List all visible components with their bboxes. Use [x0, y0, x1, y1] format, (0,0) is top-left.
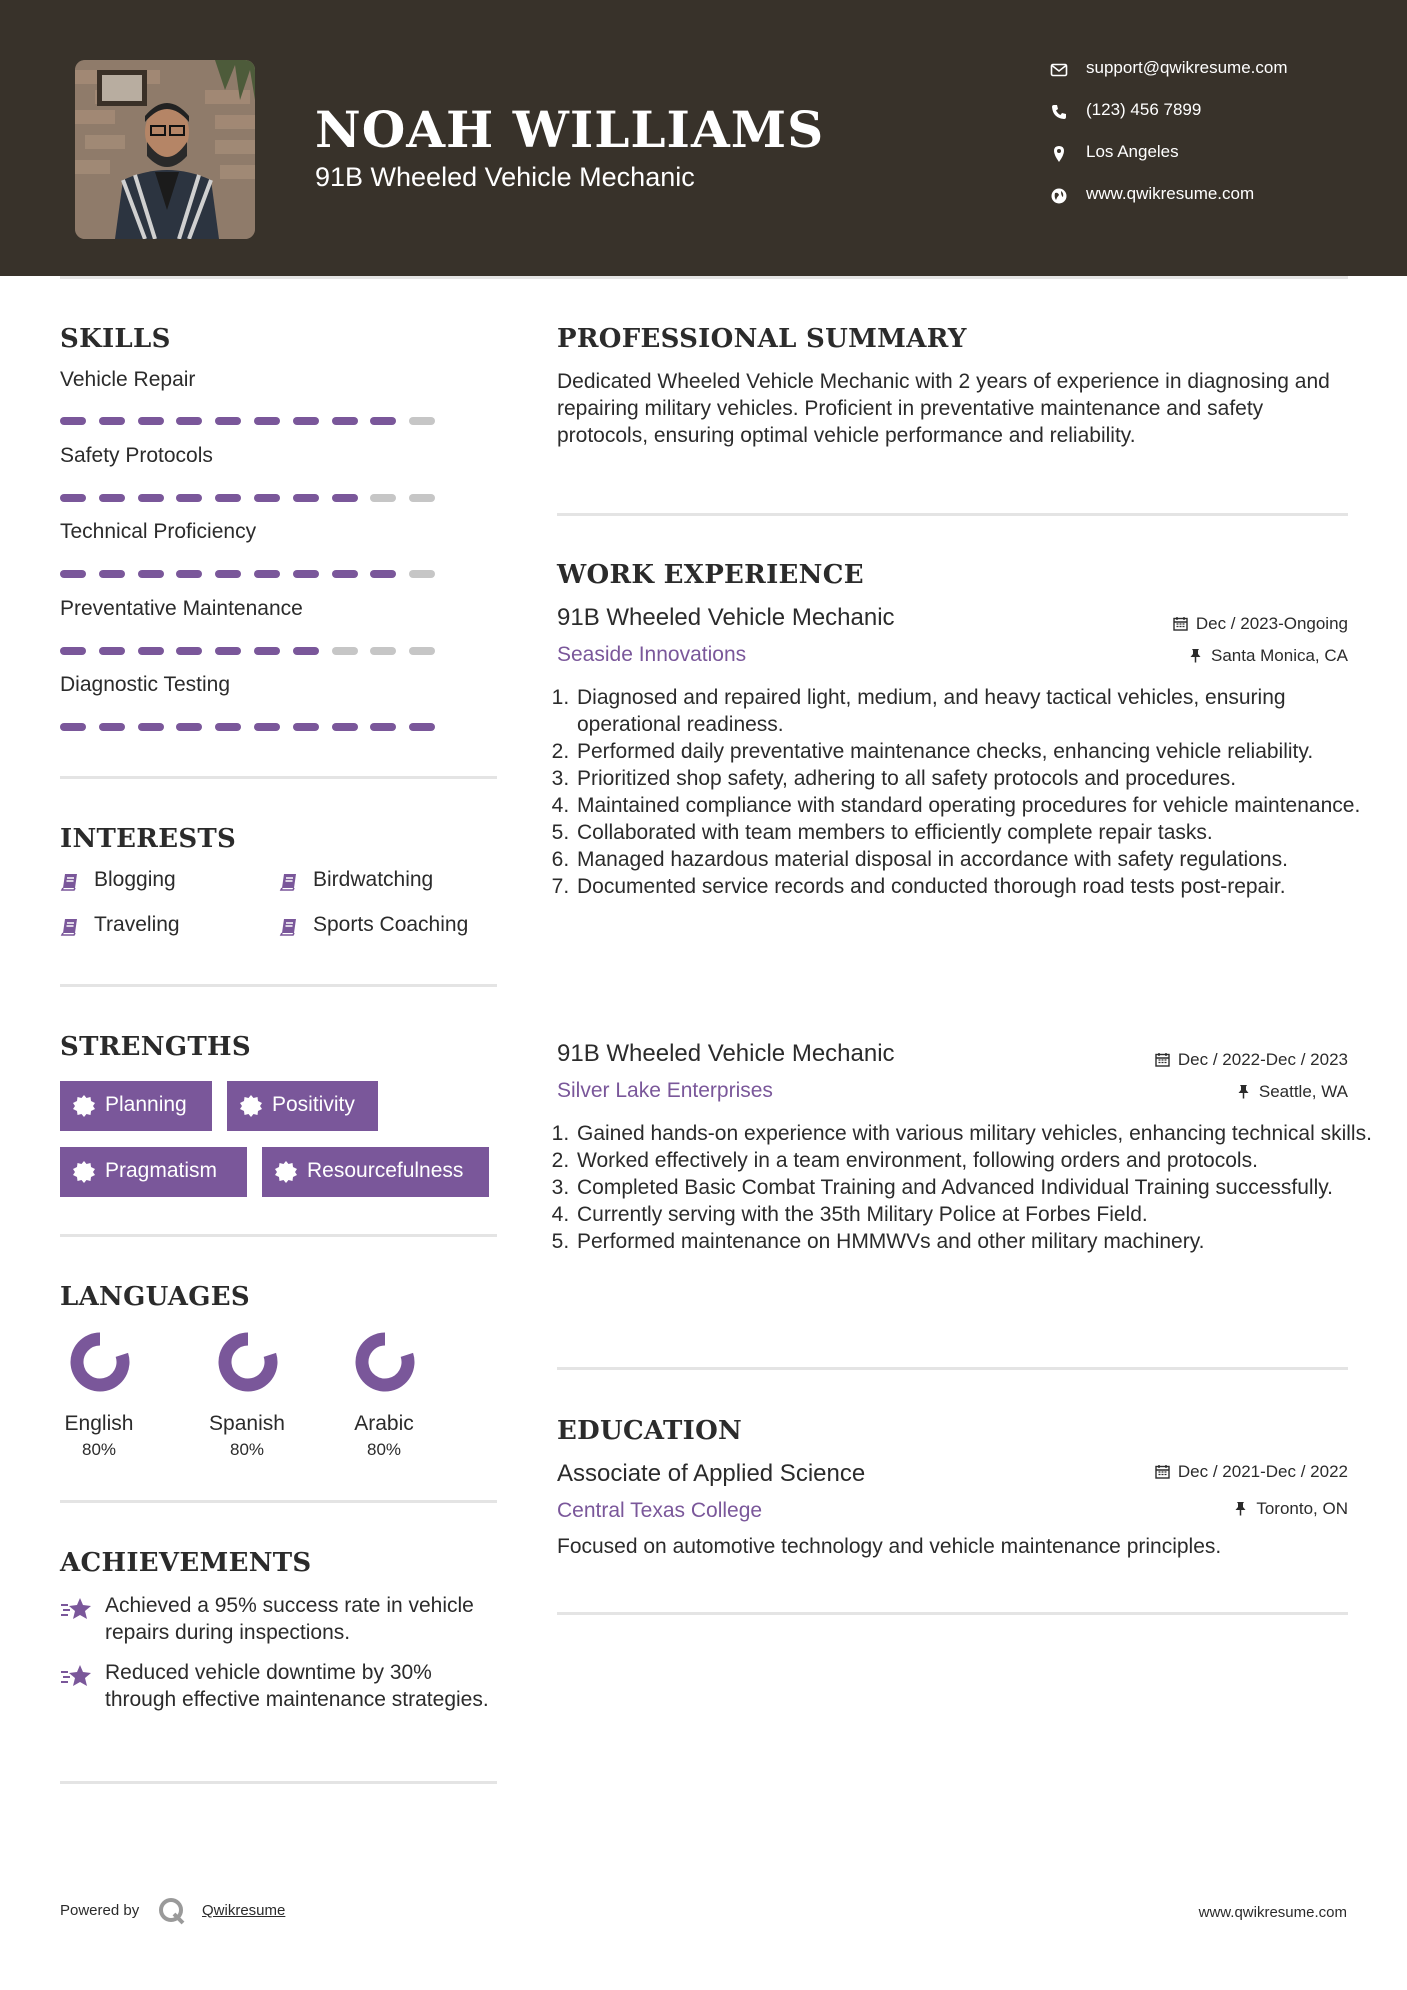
star-icon — [60, 1663, 94, 1689]
strengths-heading: STRENGTHS — [60, 1032, 251, 1062]
skill-level-dash — [293, 417, 319, 425]
contact-location — [1050, 139, 1390, 169]
qwikresume-logo-icon[interactable] — [157, 1896, 187, 1926]
calendar-icon — [1155, 1464, 1170, 1479]
job-bullets — [557, 684, 1375, 900]
contact-email-text: support@qwikresume.com — [1086, 58, 1288, 77]
skill-rating — [60, 723, 460, 731]
experience-heading: WORK EXPERIENCE — [557, 560, 864, 590]
skill-level-dash — [254, 723, 280, 731]
job-dates — [1173, 614, 1348, 634]
footer-website[interactable]: www.qwikresume.com — [1198, 1904, 1347, 1921]
language-name: Arabic — [354, 1412, 414, 1435]
section-divider — [557, 1612, 1348, 1615]
interests-heading: INTERESTS — [60, 824, 237, 854]
interest-label: Blogging — [94, 868, 176, 891]
skill-level-dash — [254, 417, 280, 425]
skill-level-dash — [293, 570, 319, 578]
education-location — [1233, 1499, 1348, 1519]
education-description: Focused on automotive technology and vehicle maintenance principles. — [557, 1535, 1222, 1558]
job-bullet: 1. Gained hands-on experience with various military vehicles, enhancing technical skills. — [575, 1120, 1375, 1147]
language-progress-arc — [77, 1339, 123, 1385]
skill-level-dash — [332, 417, 358, 425]
contact-location-text: Los Angeles — [1086, 142, 1179, 161]
language-item — [192, 1332, 302, 1472]
skill-level-dash — [293, 494, 319, 502]
calendar-icon — [1155, 1052, 1170, 1067]
skill-level-dash — [332, 647, 358, 655]
strength-label: Resourcefulness — [307, 1159, 464, 1182]
skill-level-dash — [409, 570, 435, 578]
language-name: English — [64, 1412, 134, 1435]
skill-level-dash — [332, 494, 358, 502]
job-title: 91B Wheeled Vehicle Mechanic — [557, 604, 895, 631]
job-bullet: 1. Diagnosed and repaired light, medium, and heavy tactical vehicles, ensuring operational readiness. — [575, 684, 1375, 738]
strength-badge — [60, 1081, 212, 1131]
skill-level-dash — [254, 647, 280, 655]
skill-level-dash — [138, 647, 164, 655]
language-progress-arc — [225, 1339, 271, 1385]
job-bullet: 2. Worked effectively in a team environment, following orders and protocols. — [575, 1147, 1375, 1174]
strength-label: Positivity — [272, 1093, 355, 1116]
strength-label: Planning — [105, 1093, 187, 1116]
language-progress-arc — [362, 1339, 408, 1385]
skill-level-dash — [215, 417, 241, 425]
skill-level-dash — [60, 417, 86, 425]
skill-level-dash — [370, 647, 396, 655]
job-bullet: 4. Maintained compliance with standard operating procedures for vehicle maintenance. — [575, 792, 1375, 819]
skill-level-dash — [138, 723, 164, 731]
job-bullets — [557, 1120, 1375, 1255]
job-dates-text: Dec / 2023-Ongoing — [1195, 614, 1348, 633]
skill-level-dash — [176, 494, 202, 502]
pushpin-icon — [1233, 1501, 1248, 1516]
skill-level-dash — [215, 647, 241, 655]
header-divider — [60, 276, 1348, 279]
pushpin-icon — [1188, 648, 1203, 663]
skill-level-dash — [176, 570, 202, 578]
skill-level-dash — [370, 494, 396, 502]
skill-level-dash — [60, 723, 86, 731]
skill-name: Diagnostic Testing — [60, 673, 231, 696]
badge-icon — [72, 1094, 96, 1118]
job-bullet: 5. Collaborated with team members to efficiently complete repair tasks. — [575, 819, 1375, 846]
skill-rating — [60, 494, 460, 502]
powered-by-label: Powered by — [60, 1902, 140, 1919]
interest-label: Traveling — [94, 913, 180, 936]
job-bullet: 6. Managed hazardous material disposal in accordance with safety regulations. — [575, 846, 1375, 873]
section-divider — [60, 984, 497, 987]
job-location-text: Santa Monica, CA — [1210, 646, 1348, 665]
section-divider — [557, 1367, 1348, 1370]
interest-label: Sports Coaching — [313, 913, 469, 936]
section-divider — [557, 513, 1348, 516]
education-heading: EDUCATION — [557, 1416, 743, 1446]
school-name: Central Texas College — [557, 1499, 763, 1522]
job-bullet: 3. Prioritized shop safety, adhering to all safety protocols and procedures. — [575, 765, 1375, 792]
skill-name: Preventative Maintenance — [60, 597, 303, 620]
resume-header — [0, 0, 1407, 276]
education-dates — [1155, 1462, 1348, 1482]
skills-heading: SKILLS — [60, 324, 171, 354]
strength-badge — [60, 1147, 247, 1197]
achievement-text: Reduced vehicle downtime by 30% through effective maintenance strategies. — [105, 1661, 489, 1711]
skill-level-dash — [370, 723, 396, 731]
job-location — [1188, 646, 1348, 666]
book-icon — [279, 917, 299, 937]
globe-icon — [1050, 187, 1068, 205]
envelope-icon — [1050, 61, 1068, 79]
section-divider — [60, 1234, 497, 1237]
company-name: Seaside Innovations — [557, 643, 747, 666]
section-divider — [60, 1781, 497, 1784]
strength-label: Pragmatism — [105, 1159, 218, 1182]
skill-level-dash — [409, 723, 435, 731]
achievements-heading: ACHIEVEMENTS — [60, 1548, 312, 1578]
skill-level-dash — [215, 570, 241, 578]
book-icon — [60, 917, 80, 937]
skill-level-dash — [409, 647, 435, 655]
language-percent: 80% — [366, 1440, 402, 1459]
skill-level-dash — [60, 494, 86, 502]
contact-phone[interactable] — [1050, 97, 1390, 127]
language-progress-ring — [218, 1332, 278, 1392]
skill-name: Vehicle Repair — [60, 368, 196, 391]
strength-badge — [262, 1147, 489, 1197]
skill-level-dash — [332, 723, 358, 731]
job-location — [1236, 1082, 1348, 1102]
contact-email[interactable] — [1050, 55, 1390, 85]
skill-level-dash — [99, 647, 125, 655]
summary-heading: PROFESSIONAL SUMMARY — [557, 324, 967, 354]
language-percent: 80% — [81, 1440, 117, 1459]
badge-icon — [72, 1160, 96, 1184]
achievement-text: Achieved a 95% success rate in vehicle repairs during inspections. — [105, 1594, 474, 1644]
skill-level-dash — [332, 570, 358, 578]
profile-photo — [75, 60, 255, 239]
job-dates-text: Dec / 2022-Dec / 2023 — [1177, 1050, 1348, 1069]
skill-level-dash — [138, 417, 164, 425]
section-divider — [60, 1500, 497, 1503]
job-location-text: Seattle, WA — [1258, 1082, 1348, 1101]
skill-level-dash — [99, 723, 125, 731]
job-bullet: 2. Performed daily preventative maintenance checks, enhancing vehicle reliability. — [575, 738, 1375, 765]
job-bullet: 7. Documented service records and conducted thorough road tests post-repair. — [575, 873, 1375, 900]
contact-website-text: www.qwikresume.com — [1086, 184, 1255, 203]
skill-rating — [60, 570, 460, 578]
section-divider — [60, 776, 497, 779]
badge-icon — [239, 1094, 263, 1118]
candidate-title: 91B Wheeled Vehicle Mechanic — [315, 162, 695, 192]
job-bullet: 5. Performed maintenance on HMMWVs and other military machinery. — [575, 1228, 1375, 1255]
job-dates — [1155, 1050, 1348, 1070]
education-location-text: Toronto, ON — [1256, 1499, 1348, 1518]
language-progress-ring — [70, 1332, 130, 1392]
skill-level-dash — [60, 647, 86, 655]
skill-level-dash — [99, 494, 125, 502]
candidate-name: NOAH WILLIAMS — [315, 100, 825, 159]
job-bullet: 4. Currently serving with the 35th Military Police at Forbes Field. — [575, 1201, 1375, 1228]
skill-level-dash — [215, 723, 241, 731]
skill-level-dash — [254, 570, 280, 578]
summary-text: Dedicated Wheeled Vehicle Mechanic with 2 years of experience in diagnosing and repairing military vehicles. Proficient in preventative maintenance and safety protocols, ensuring optimal vehicle performance and reliability. — [557, 370, 1330, 447]
skill-level-dash — [409, 494, 435, 502]
interest-label: Birdwatching — [313, 868, 434, 891]
skill-level-dash — [293, 723, 319, 731]
qwikresume-link[interactable]: Qwikresume — [202, 1902, 286, 1919]
skill-level-dash — [215, 494, 241, 502]
achievement-item — [60, 1659, 500, 1743]
contact-phone-text: (123) 456 7899 — [1086, 100, 1202, 119]
skill-level-dash — [60, 570, 86, 578]
skill-name: Safety Protocols — [60, 444, 213, 467]
calendar-icon — [1173, 616, 1188, 631]
phone-icon — [1050, 103, 1068, 121]
skill-level-dash — [254, 494, 280, 502]
language-percent: 80% — [229, 1440, 265, 1459]
strength-badge — [227, 1081, 378, 1131]
book-icon — [60, 872, 80, 892]
map-pin-icon — [1050, 145, 1068, 163]
skill-level-dash — [370, 570, 396, 578]
skill-level-dash — [99, 570, 125, 578]
language-name: Spanish — [209, 1412, 285, 1435]
skill-name: Technical Proficiency — [60, 520, 257, 543]
skill-level-dash — [409, 417, 435, 425]
badge-icon — [274, 1160, 298, 1184]
skill-level-dash — [138, 494, 164, 502]
skill-level-dash — [99, 417, 125, 425]
skill-level-dash — [176, 647, 202, 655]
skill-level-dash — [176, 417, 202, 425]
skill-rating — [60, 647, 460, 655]
achievement-item — [60, 1592, 500, 1648]
book-icon — [279, 872, 299, 892]
language-item — [44, 1332, 154, 1472]
company-name: Silver Lake Enterprises — [557, 1079, 773, 1102]
language-progress-ring — [355, 1332, 415, 1392]
languages-heading: LANGUAGES — [60, 1282, 250, 1312]
skill-level-dash — [138, 570, 164, 578]
job-bullet: 3. Completed Basic Combat Training and Advanced Individual Training successfully. — [575, 1174, 1375, 1201]
skill-rating — [60, 417, 460, 425]
skill-level-dash — [176, 723, 202, 731]
contact-website[interactable] — [1050, 181, 1390, 211]
education-dates-text: Dec / 2021-Dec / 2022 — [1177, 1462, 1348, 1481]
degree-title: Associate of Applied Science — [557, 1460, 866, 1487]
skill-level-dash — [293, 647, 319, 655]
skill-level-dash — [370, 417, 396, 425]
star-icon — [60, 1596, 94, 1622]
pushpin-icon — [1236, 1084, 1251, 1099]
job-title: 91B Wheeled Vehicle Mechanic — [557, 1040, 895, 1067]
language-item — [329, 1332, 439, 1472]
